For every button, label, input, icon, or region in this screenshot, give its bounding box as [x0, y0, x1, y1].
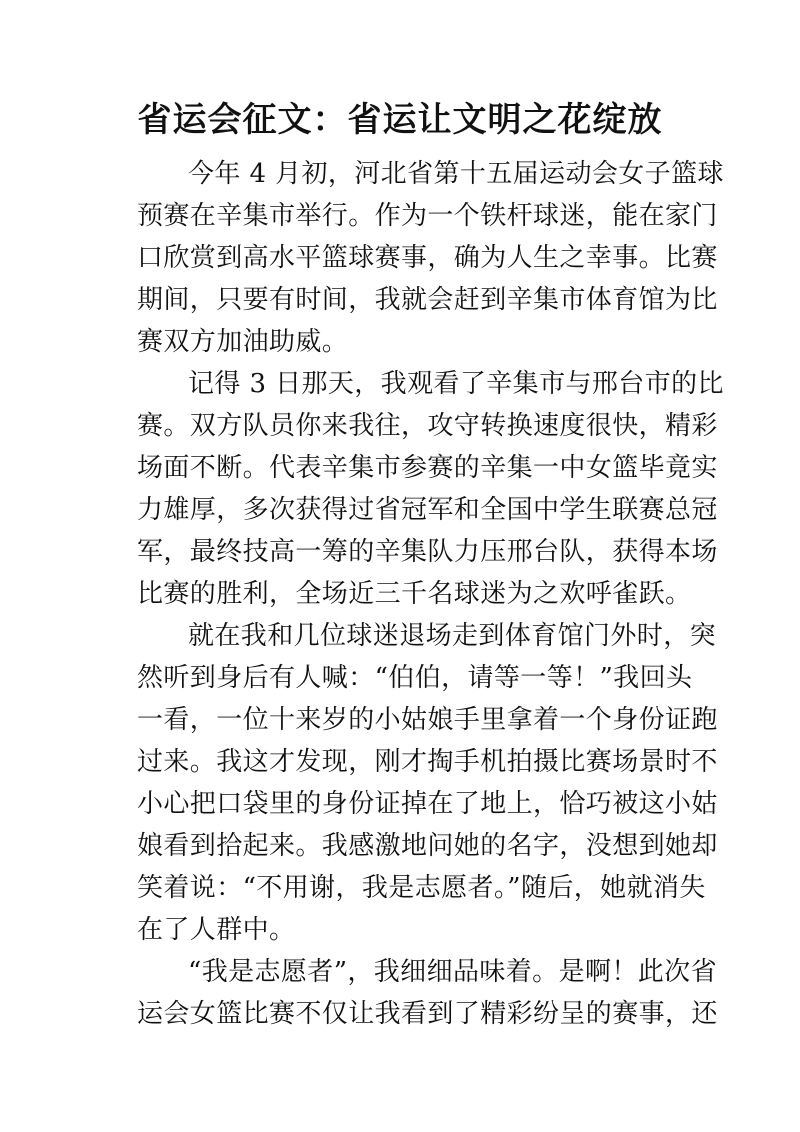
paragraph-1-line-5: 赛双方加油助威。	[137, 327, 349, 357]
paragraph-3-line-2: 然听到身后有人喊：“伯伯，请等一等！”我回头	[137, 663, 693, 693]
paragraph-3-line-7: 笑着说：“不用谢，我是志愿者。”随后，她就消失	[137, 873, 706, 903]
paragraph-3-line-8: 在了人群中。	[137, 915, 296, 945]
paragraph-2-line-1: 记得 3 日那天，我观看了辛集市与邢台市的比	[188, 369, 724, 399]
paragraph-1-line-2: 预赛在辛集市举行。作为一个铁杆球迷，能在家门	[137, 201, 718, 231]
paragraph-3-line-3: 一看，一位十来岁的小姑娘手里拿着一个身份证跑	[137, 705, 718, 735]
document-title: 省运会征文：省运让文明之花绽放	[137, 100, 663, 140]
paragraph-3-line-5: 小心把口袋里的身份证掉在了地上，恰巧被这小姑	[137, 789, 718, 819]
paragraph-2-line-6: 比赛的胜利，全场近三千名球迷为之欢呼雀跃。	[137, 579, 692, 609]
paragraph-3-line-4: 过来。我这才发现，刚才掏手机拍摄比赛场景时不	[137, 747, 718, 777]
paragraph-4-line-2: 运会女篮比赛不仅让我看到了精彩纷呈的赛事，还	[137, 999, 718, 1029]
paragraph-2-line-2: 赛。双方队员你来我往，攻守转换速度很快，精彩	[137, 411, 718, 441]
paragraph-1-line-1: 今年 4 月初，河北省第十五届运动会女子篮球	[188, 159, 724, 189]
paragraph-4-line-1: “我是志愿者”，我细细品味着。是啊！此次省	[188, 957, 717, 987]
paragraph-3-line-1: 就在我和几位球迷退场走到体育馆门外时，突	[188, 621, 717, 651]
paragraph-2-line-4: 力雄厚，多次获得过省冠军和全国中学生联赛总冠	[137, 495, 718, 525]
paragraph-2-line-3: 场面不断。代表辛集市参赛的辛集一中女篮毕竟实	[137, 453, 718, 483]
paragraph-3-line-6: 娘看到拾起来。我感激地问她的名字，没想到她却	[137, 831, 718, 861]
paragraph-1-line-4: 期间，只要有时间，我就会赶到辛集市体育馆为比	[137, 285, 718, 315]
paragraph-2-line-5: 军，最终技高一筹的辛集队力压邢台队，获得本场	[137, 537, 718, 567]
paragraph-1-line-3: 口欣赏到高水平篮球赛事，确为人生之幸事。比赛	[137, 243, 718, 273]
